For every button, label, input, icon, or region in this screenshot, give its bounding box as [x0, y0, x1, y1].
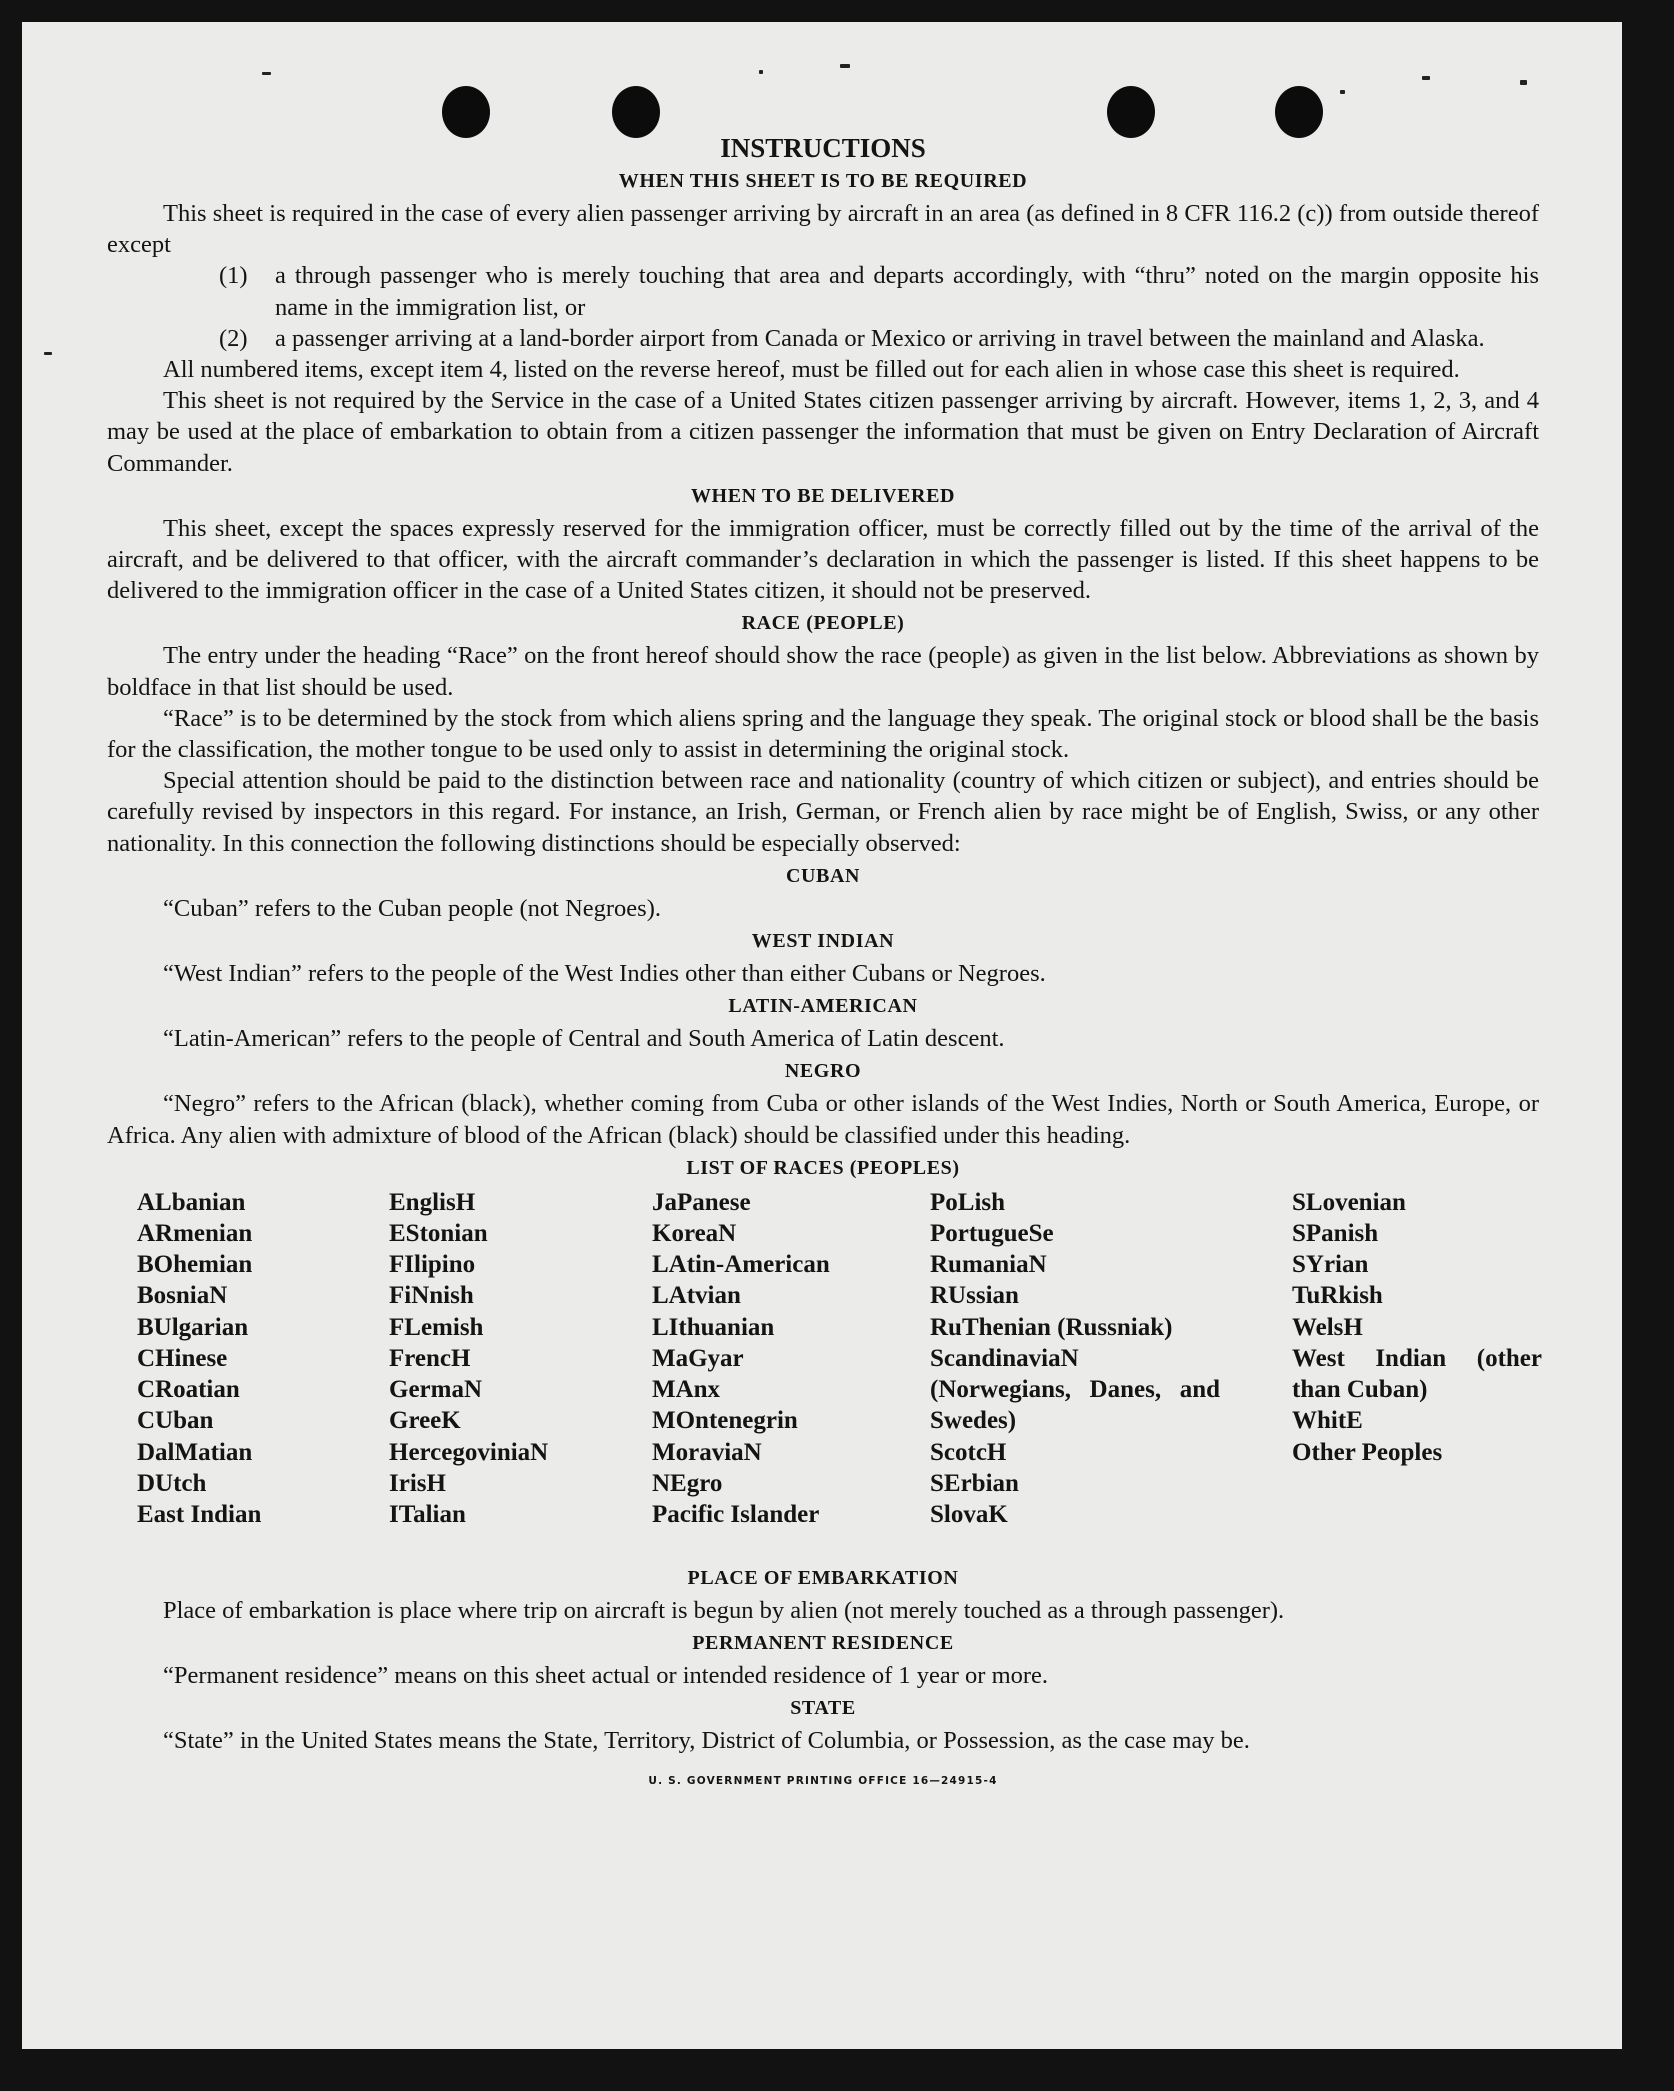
- race-entry: FrencH: [389, 1344, 471, 1372]
- negro-definition: “Negro” refers to the African (black), whether coming from Cuba or other islands of the West Indies, North or South America, Europe, or Africa. Any alien with admixture of blood of the African (black) should be classified under this heading.: [107, 1090, 1539, 1149]
- exception-number: (1): [219, 262, 248, 290]
- heading-residence: PERMANENT RESIDENCE: [692, 1632, 954, 1655]
- race-entry: LAtvian: [652, 1282, 741, 1310]
- state-paragraph: “State” in the United States means the State, Territory, District of Columbia, or Possession, as the case may be.: [163, 1727, 1250, 1755]
- races-table: [107, 1185, 1542, 1561]
- race-entry: RUssian: [930, 1282, 1019, 1310]
- race-entry: MOntenegrin: [652, 1407, 798, 1435]
- speck: [262, 72, 271, 75]
- race-entry: BOhemian: [137, 1251, 253, 1279]
- exception-text: a passenger arriving at a land-border airport from Canada or Mexico or arriving in travel between the mainland and Alaska.: [275, 324, 1485, 352]
- race-entry: MAnx: [652, 1376, 721, 1404]
- race-entry: PoLish: [930, 1188, 1006, 1216]
- race-entry: CUban: [137, 1407, 214, 1435]
- page-title: INSTRUCTIONS: [720, 133, 926, 163]
- race-entry: DUtch: [137, 1469, 207, 1497]
- race-entry: LAtin-American: [652, 1251, 830, 1279]
- race-entry: ITalian: [389, 1500, 466, 1528]
- race-entry: West Indian (other than Cuban): [1292, 1344, 1542, 1404]
- race-entry: WhitE: [1292, 1407, 1363, 1435]
- race-entry: East Indian: [137, 1500, 262, 1528]
- races-column: [930, 1187, 1220, 1530]
- exception-item: [219, 260, 1539, 322]
- residence-paragraph: “Permanent residence” means on this sheet actual or intended residence of 1 year or more.: [163, 1662, 1049, 1690]
- heading-west-indian: WEST INDIAN: [751, 930, 895, 953]
- document-page: [22, 22, 1622, 2049]
- race-entry: GermaN: [389, 1376, 483, 1404]
- race-entry: NEgro: [652, 1469, 723, 1497]
- latin-american-definition: “Latin-American” refers to the people of Central and South America of Latin descent.: [163, 1025, 1005, 1053]
- race-entry: KoreaN: [652, 1220, 737, 1248]
- heading-when-required: WHEN THIS SHEET IS TO BE REQUIRED: [618, 170, 1028, 192]
- intro-paragraph: This sheet is required in the case of every alien passenger arriving by aircraft in an area (as defined in 8 CFR 116.2 (c)) from outside thereof except: [107, 200, 1539, 259]
- race-entry: EStonian: [389, 1220, 488, 1248]
- cuban-definition: “Cuban” refers to the Cuban people (not Negroes).: [163, 894, 661, 922]
- race-entry: TuRkish: [1292, 1282, 1383, 1310]
- race-entry: GreeK: [389, 1407, 461, 1435]
- race-entry: CRoatian: [137, 1376, 240, 1404]
- instructions-body: [107, 132, 1542, 1798]
- race-entry: Other Peoples: [1292, 1438, 1443, 1466]
- race-entry: PortugueSe: [930, 1220, 1054, 1248]
- exception-text: a through passenger who is merely touching that area and departs accordingly, with “thru” noted on the margin opposite his name in the immigration list, or: [275, 262, 1539, 321]
- race-entry: FLemish: [389, 1313, 484, 1341]
- race-entry: Pacific Islander: [652, 1500, 820, 1528]
- punch-hole: [442, 86, 490, 138]
- race-entry: DalMatian: [137, 1438, 253, 1466]
- race-entry: RuThenian (Russniak): [930, 1313, 1173, 1341]
- printing-office-footer: U. S. GOVERNMENT PRINTING OFFICE 16—24915-4: [648, 1775, 998, 1788]
- speck: [840, 64, 850, 68]
- race-entry: SLovenian: [1292, 1188, 1406, 1216]
- exception-item: [219, 323, 1539, 354]
- race-entry: HercegoviniaN: [389, 1438, 549, 1466]
- race-entry: WelsH: [1292, 1313, 1363, 1341]
- races-column: [389, 1187, 548, 1530]
- race-entry: LIthuanian: [652, 1313, 775, 1341]
- race-entry: RumaniaN: [930, 1251, 1047, 1279]
- race-entry: EnglisH: [389, 1188, 476, 1216]
- race-entry: ARmenian: [137, 1220, 253, 1248]
- race-entry: SPanish: [1292, 1220, 1379, 1248]
- race-entry: SlovaK: [930, 1500, 1008, 1528]
- delivery-paragraph: This sheet, except the spaces expressly reserved for the immigration officer, must be correctly filled out by the time of the arrival of the aircraft, and be delivered to that officer, with the aircraft commander’s declaration in which the passenger is listed. If this sheet happens to be delivered to the immigration officer in the case of a United States citizen, it should not be preserved.: [107, 514, 1539, 605]
- races-column: [1292, 1187, 1542, 1468]
- speck: [1520, 80, 1527, 85]
- heading-latin-american: LATIN-AMERICAN: [728, 995, 918, 1018]
- race-paragraph: The entry under the heading “Race” on the front hereof should show the race (people) as given in the list below. Abbreviations as shown by boldface in that list should be used.: [107, 642, 1539, 701]
- heading-race: RACE (PEOPLE): [741, 612, 905, 635]
- race-entry: IrisH: [389, 1469, 446, 1497]
- heading-embarkation: PLACE OF EMBARKATION: [687, 1566, 959, 1589]
- race-entry: FiNnish: [389, 1282, 474, 1310]
- heading-negro: NEGRO: [784, 1060, 862, 1083]
- heading-cuban: CUBAN: [785, 864, 861, 887]
- race-entry: ScandinaviaN (Norwegians, Danes, and Swedes): [930, 1344, 1220, 1435]
- heading-state: STATE: [790, 1697, 856, 1720]
- race-entry: JaPanese: [652, 1188, 751, 1216]
- race-entry: MoraviaN: [652, 1438, 762, 1466]
- exception-number: (2): [219, 324, 248, 352]
- race-entry: CHinese: [137, 1344, 228, 1372]
- race-entry: ScotcH: [930, 1438, 1007, 1466]
- punch-hole: [1107, 86, 1155, 138]
- speck: [1422, 76, 1430, 80]
- speck: [759, 70, 763, 74]
- races-column: [652, 1187, 830, 1530]
- race-entry: ALbanian: [137, 1188, 246, 1216]
- heading-list-of-races: LIST OF RACES (PEOPLES): [686, 1156, 960, 1179]
- race-entry: BosniaN: [137, 1282, 228, 1310]
- punch-hole: [612, 86, 660, 138]
- speck: [1340, 90, 1345, 94]
- race-entry: BUlgarian: [137, 1313, 249, 1341]
- speck: [44, 352, 52, 355]
- embarkation-paragraph: Place of embarkation is place where trip on aircraft is begun by alien (not merely touched as a through passenger).: [163, 1596, 1285, 1624]
- race-entry: MaGyar: [652, 1344, 744, 1372]
- race-paragraph: Special attention should be paid to the distinction between race and nationality (country of which citizen or subject), and entries should be carefully revised by inspectors in this regard. For instance, an Irish, German, or French alien by race might be of English, Swiss, or any other nationality. In this connection the following distinctions should be especially observed:: [107, 767, 1539, 857]
- numbered-items-paragraph: All numbered items, except item 4, listed on the reverse hereof, must be filled out for each alien in whose case this sheet is required.: [163, 356, 1460, 384]
- citizen-paragraph: This sheet is not required by the Service in the case of a United States citizen passenger arriving by aircraft. However, items 1, 2, 3, and 4 may be used at the place of embarkation to obtain from a citizen passenger the information that must be given on Entry Declaration of Aircraft Commander.: [107, 387, 1539, 477]
- race-entry: FIlipino: [389, 1251, 476, 1279]
- race-entry: SYrian: [1292, 1251, 1369, 1279]
- west-indian-definition: “West Indian” refers to the people of the West Indies other than either Cubans or Negroes.: [163, 960, 1046, 988]
- race-entry: SErbian: [930, 1469, 1019, 1497]
- race-paragraph: “Race” is to be determined by the stock from which aliens spring and the language they speak. The original stock or blood shall be the basis for the classification, the mother tongue to be used only to assist in determining the original stock.: [107, 704, 1539, 764]
- heading-when-delivered: WHEN TO BE DELIVERED: [690, 484, 956, 507]
- punch-hole: [1275, 86, 1323, 138]
- races-column: [137, 1187, 261, 1530]
